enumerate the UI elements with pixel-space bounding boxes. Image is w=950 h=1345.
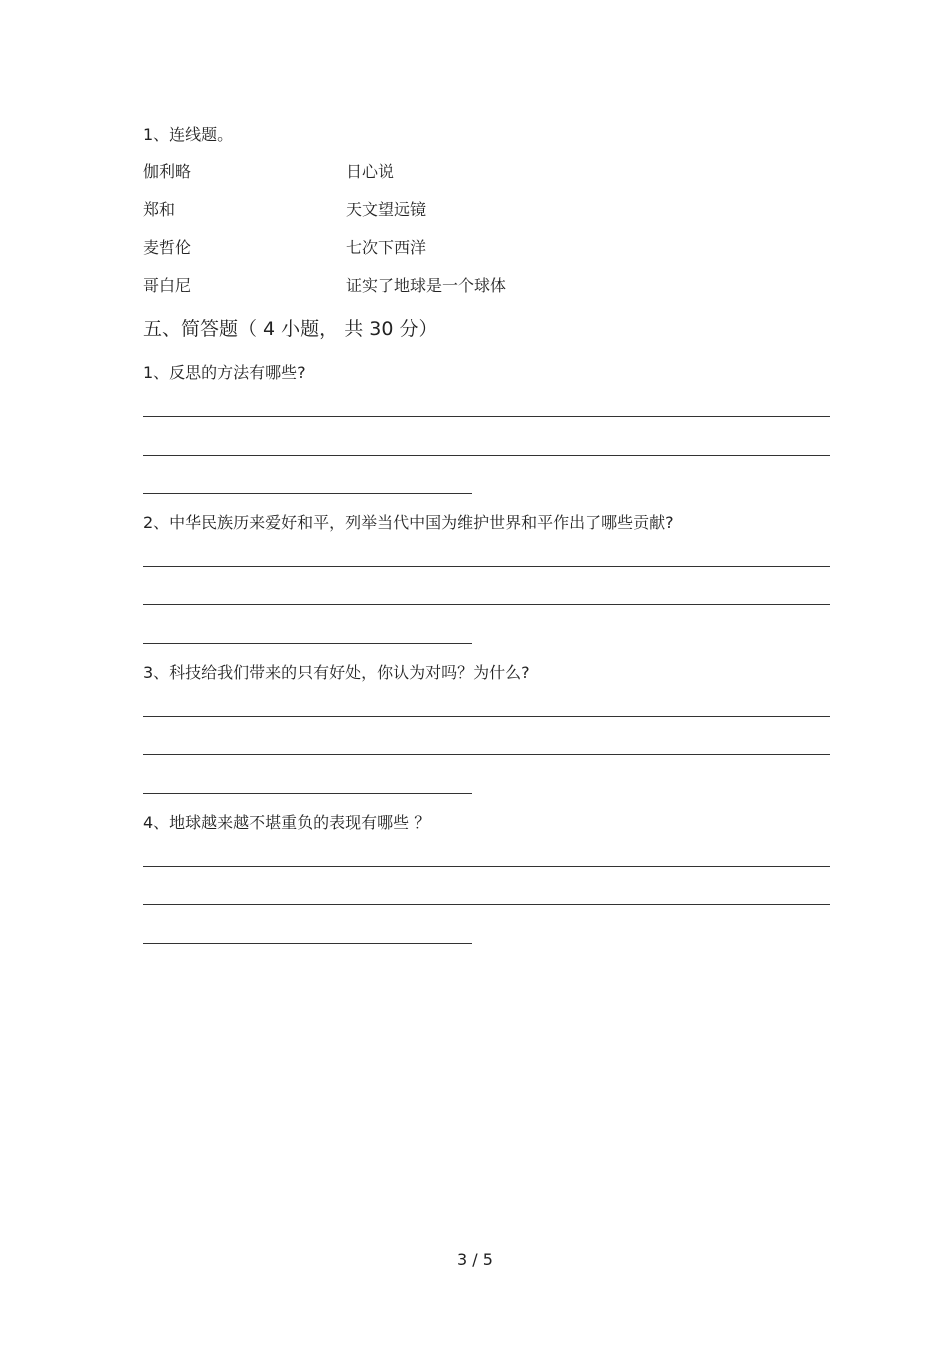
matching-left-item: 伽利略: [143, 162, 192, 181]
question-text: 3、科技给我们带来的只有好处，你认为对吗？为什么?: [143, 663, 530, 682]
page-number: 3 / 5: [457, 1250, 493, 1269]
matching-left-item: 麦哲伦: [143, 238, 192, 257]
matching-left-item: 哥白尼: [143, 276, 192, 295]
answer-line[interactable]: [143, 866, 830, 867]
matching-title: 1、连线题。: [143, 125, 234, 144]
answer-line[interactable]: [143, 604, 830, 605]
question-text: 4、地球越来越不堪重负的表现有哪些 ？: [143, 813, 431, 832]
answer-line[interactable]: [143, 943, 472, 944]
matching-right-item: 日心说: [346, 162, 395, 181]
answer-line[interactable]: [143, 455, 830, 456]
question-text: 1、反思的方法有哪些?: [143, 363, 306, 382]
section-heading: 五、简答题（ 4 小题， 共 30 分）: [143, 318, 438, 340]
answer-line[interactable]: [143, 416, 830, 417]
answer-line[interactable]: [143, 793, 472, 794]
answer-line[interactable]: [143, 566, 830, 567]
answer-line[interactable]: [143, 716, 830, 717]
matching-right-item: 天文望远镜: [346, 200, 427, 219]
matching-right-item: 证实了地球是一个球体: [346, 276, 507, 295]
question-text: 2、中华民族历来爱好和平，列举当代中国为维护世界和平作出了哪些贡献?: [143, 513, 674, 532]
answer-line[interactable]: [143, 904, 830, 905]
answer-line[interactable]: [143, 754, 830, 755]
matching-right-item: 七次下西洋: [346, 238, 427, 257]
answer-line[interactable]: [143, 493, 472, 494]
matching-left-item: 郑和: [143, 200, 176, 219]
answer-line[interactable]: [143, 643, 472, 644]
